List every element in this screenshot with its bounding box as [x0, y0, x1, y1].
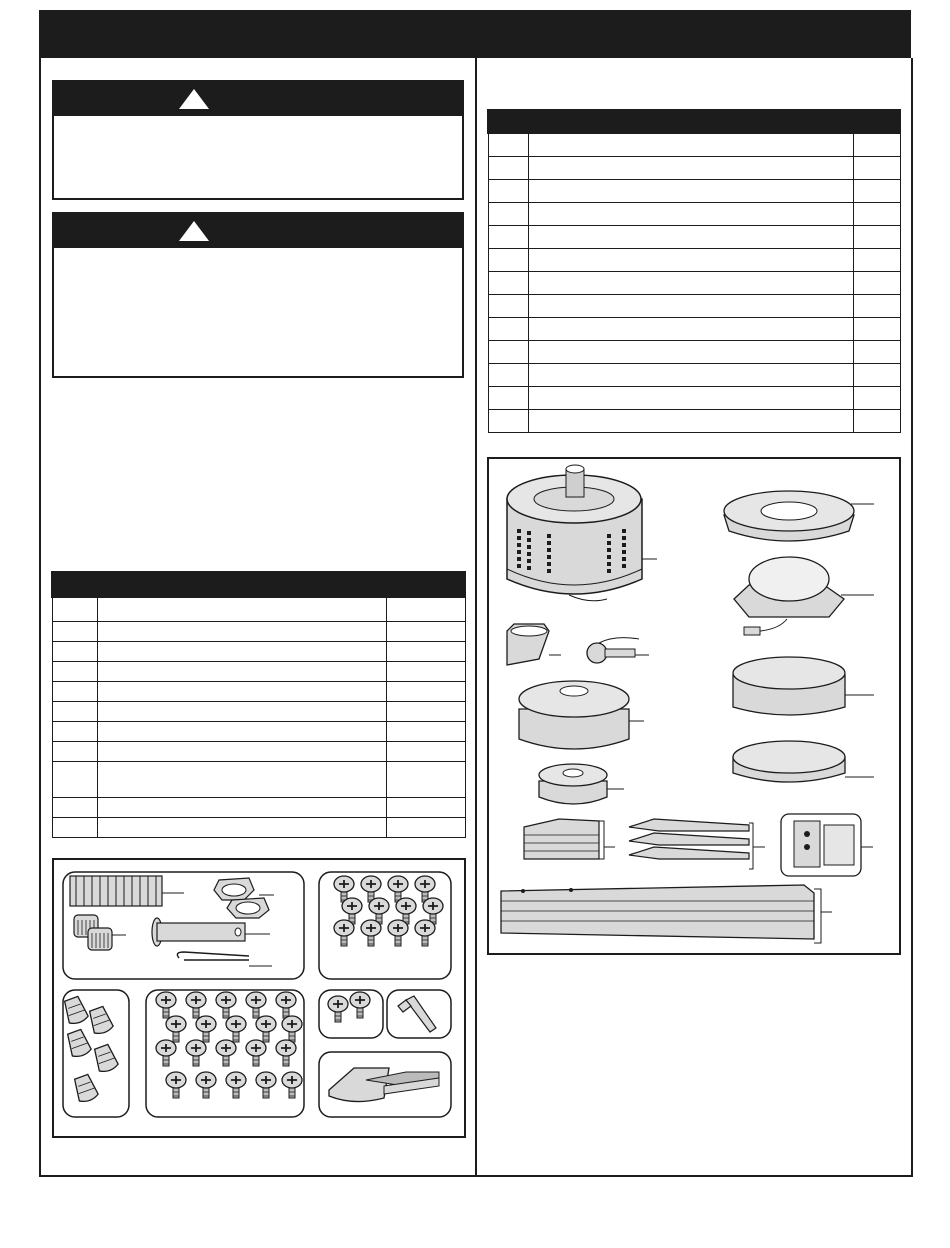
table-cell [97, 661, 386, 681]
table-cell [488, 248, 528, 271]
table-cell [528, 202, 853, 225]
table-cell [97, 597, 386, 621]
table-cell [528, 386, 853, 409]
table-cell [52, 681, 97, 701]
table-row [488, 386, 900, 409]
table-cell [488, 179, 528, 202]
table-cell [97, 641, 386, 661]
table-cell [52, 597, 97, 621]
hardware-illustration [54, 860, 464, 1136]
warning-box-2 [52, 212, 464, 378]
table-cell [488, 202, 528, 225]
table-row [488, 179, 900, 202]
table-row [52, 597, 465, 621]
parts-table-header-cell [488, 110, 528, 133]
table-cell [853, 340, 900, 363]
parts-table-header-cell [528, 110, 853, 133]
fan-blade-icon [501, 885, 832, 943]
table-cell [488, 133, 528, 156]
light-kit-plate-icon [734, 557, 874, 635]
table-row [52, 761, 465, 797]
warning-triangle-icon [179, 89, 209, 109]
hardware-table [51, 571, 466, 838]
table-row [488, 317, 900, 340]
table-cell [528, 340, 853, 363]
table-cell [386, 681, 465, 701]
table-cell [488, 317, 528, 340]
table-cell [97, 797, 386, 817]
hardware-table-header-cell [386, 572, 465, 597]
hardware-illustration-frame [52, 858, 466, 1138]
table-row [488, 271, 900, 294]
table-cell [528, 294, 853, 317]
table-cell [97, 721, 386, 741]
parts-table-header [488, 110, 900, 133]
table-cell [853, 133, 900, 156]
table-cell [97, 701, 386, 721]
table-cell [52, 721, 97, 741]
table-cell [528, 409, 853, 432]
table-cell [853, 363, 900, 386]
parts-illustration [489, 459, 899, 953]
table-cell [52, 701, 97, 721]
table-cell [853, 248, 900, 271]
motor-housing-icon [507, 465, 657, 601]
table-row [488, 363, 900, 386]
table-row [488, 409, 900, 432]
table-cell [853, 179, 900, 202]
table-cell [97, 741, 386, 761]
table-cell [853, 317, 900, 340]
table-cell [488, 294, 528, 317]
table-cell [386, 621, 465, 641]
table-row [52, 797, 465, 817]
table-cell [386, 701, 465, 721]
table-row [52, 701, 465, 721]
table-cell [528, 248, 853, 271]
table-row [488, 225, 900, 248]
table-cell [528, 225, 853, 248]
warning-box-1 [52, 80, 464, 200]
hanger-ball-icon [587, 638, 649, 663]
table-row [52, 681, 465, 701]
table-cell [853, 271, 900, 294]
table-row [488, 340, 900, 363]
hardware-table-header-cell [97, 572, 386, 597]
table-cell [488, 409, 528, 432]
table-cell [52, 761, 97, 797]
table-cell [488, 156, 528, 179]
table-row [52, 817, 465, 837]
table-row [488, 248, 900, 271]
table-cell [528, 317, 853, 340]
table-row [52, 621, 465, 641]
table-cell [52, 817, 97, 837]
table-cell [52, 741, 97, 761]
table-cell [853, 386, 900, 409]
glass-shade-icon [733, 741, 874, 782]
table-cell [528, 363, 853, 386]
table-row [488, 294, 900, 317]
table-cell [853, 225, 900, 248]
table-cell [97, 761, 386, 797]
table-cell [386, 741, 465, 761]
parts-table [487, 109, 901, 433]
parts-illustration-frame [487, 457, 901, 955]
table-cell [386, 721, 465, 741]
table-cell [528, 156, 853, 179]
table-cell [386, 797, 465, 817]
table-cell [97, 817, 386, 837]
blade-arm-icon [629, 819, 765, 869]
mounting-plate-icon [724, 491, 874, 541]
table-cell [97, 681, 386, 701]
glass-shade-icon [733, 657, 874, 715]
table-cell [52, 661, 97, 681]
table-row [52, 641, 465, 661]
table-cell [853, 294, 900, 317]
table-row [488, 156, 900, 179]
table-cell [52, 797, 97, 817]
table-row [52, 721, 465, 741]
warning-header [54, 82, 462, 116]
hardware-table-header-cell [52, 572, 97, 597]
table-cell [853, 156, 900, 179]
table-cell [853, 409, 900, 432]
table-cell [52, 641, 97, 661]
table-cell [488, 340, 528, 363]
table-cell [488, 271, 528, 294]
table-cell [528, 133, 853, 156]
canopy-icon [519, 681, 644, 749]
header-bar [39, 10, 911, 58]
table-row [52, 661, 465, 681]
coupling-cover-icon [539, 764, 624, 804]
table-cell [386, 641, 465, 661]
table-cell [528, 179, 853, 202]
table-cell [853, 202, 900, 225]
warning-header [54, 214, 462, 248]
table-row [52, 741, 465, 761]
table-cell [386, 597, 465, 621]
parts-table-header-cell [853, 110, 900, 133]
warning-triangle-icon [179, 221, 209, 241]
table-cell [528, 271, 853, 294]
table-cell [386, 761, 465, 797]
mounting-bracket-icon [507, 624, 561, 665]
table-cell [52, 621, 97, 641]
table-row [488, 133, 900, 156]
table-cell [488, 386, 528, 409]
table-cell [386, 661, 465, 681]
table-cell [97, 621, 386, 641]
blade-stack-icon [524, 819, 615, 859]
table-cell [386, 817, 465, 837]
column-divider [475, 58, 477, 1175]
receiver-icon [781, 814, 873, 876]
table-row [488, 202, 900, 225]
table-cell [488, 225, 528, 248]
hardware-table-header [52, 572, 465, 597]
table-cell [488, 363, 528, 386]
